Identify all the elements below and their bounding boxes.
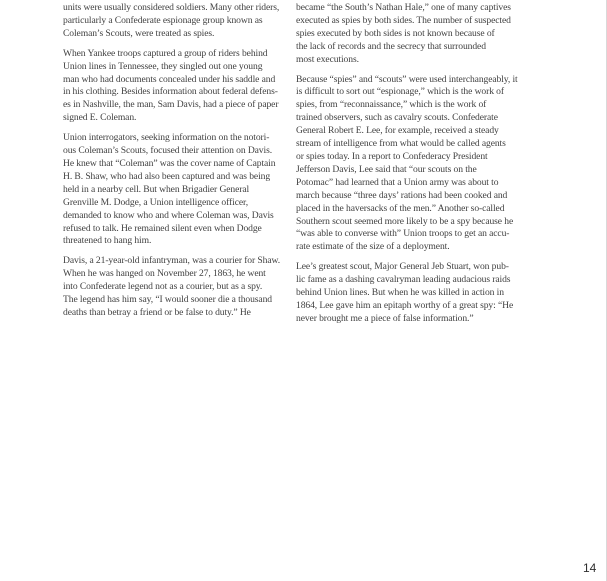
text-line: General Robert E. Lee, for example, received a steady [296,125,499,137]
text-line: Davis, a 21-year-old infantryman, was a courier for Shaw. [63,255,280,267]
text-line: spies executed by both sides is not known because of [296,27,495,39]
paragraph [296,261,536,326]
text-line: most executions. [296,53,359,65]
paragraph [296,2,536,67]
text-line: is difficult to sort out “espionage,” which is the work of [296,86,504,98]
paragraph [63,48,293,125]
text-line: stream of intelligence from what would be called agents [296,138,506,150]
text-line: threatened to hang him. [63,235,152,247]
text-line: held in a nearby cell. But when Brigadier General [63,183,250,195]
text-line: rate estimate of the size of a deployment. [296,241,450,253]
text-line: 1864, Lee gave him an epitaph worthy of a great spy: “He [296,299,514,311]
text-line: lic fame as a dashing cavalryman leading audacious raids [296,274,511,286]
text-line: deaths than betray a friend or be false to duty.” He [63,306,251,318]
text-line: behind Union lines. But when he was killed in action in [296,287,504,299]
text-line: became “the South’s Nathan Hale,” one of many captives [296,2,511,13]
text-line: spies, from “reconnaissance,” which is the work of [296,99,487,111]
text-line: placed in the haversacks of the men.” Another so-called [296,202,505,214]
text-line: H. B. Shaw, who had also been captured and was being [63,170,271,182]
text-line: The legend has him say, “I would sooner die a thousand [63,294,272,306]
text-line: Union interrogators, seeking information on the notori- [63,132,270,144]
text-line: Potomac” had learned that a Union army was about to [296,176,499,188]
text-line: es in Nashville, the man, Sam Davis, had a piece of paper [63,99,279,111]
text-line: units were usually considered soldiers. Many other riders, [63,2,280,13]
text-line: Grenville M. Dodge, a Union intelligence officer, [63,196,249,208]
text-line: Because “spies” and “scouts” were used interchangeably, it [296,73,518,85]
text-line: march because “three days’ rations had been cooked and [296,189,508,201]
text-line: When Yankee troops captured a group of riders behind [63,47,268,59]
text-line: demanded to know who and where Coleman was, Davis [63,209,274,221]
page-number: 14 [583,561,597,575]
text-line: the lack of records and the secrecy that surrounded [296,40,486,52]
text-line: Coleman’s Scouts, were treated as spies. [63,27,215,39]
text-line: Southern scout seemed more likely to be a spy because he [296,215,514,227]
text-line: or spies today. In a report to Confederacy President [296,150,488,162]
text-column-right [296,2,536,333]
text-line: When he was hanged on November 27, 1863, he went [63,268,266,280]
paragraph [63,255,293,320]
text-line: executed as spies by both sides. The number of suspected [296,14,511,26]
text-line: Lee’s greatest scout, Major General Jeb Stuart, won pub- [296,261,509,273]
text-line: ous Coleman’s Scouts, focused their attention on Davis. [63,145,272,157]
text-line: Jefferson Davis, Lee said that “our scouts on the [296,163,477,175]
text-line: man who had documents concealed under his saddle and [63,73,276,85]
text-line: into Confederate legend not as a courier, but as a spy. [63,281,263,293]
text-line: “was able to converse with” Union troops to get an accu- [296,228,510,240]
text-line: in his clothing. Besides information about federal defens- [63,86,278,98]
text-line: particularly a Confederate espionage group known as [63,14,263,26]
text-line: Union lines in Tennessee, they singled out one young [63,60,263,72]
paragraph [296,74,536,255]
paragraph [63,132,293,248]
text-line: never brought me a piece of false information.” [296,312,474,324]
text-line: signed E. Coleman. [63,112,137,124]
text-line: trained observers, such as cavalry scouts. Confederate [296,112,498,124]
text-column-left [63,2,293,327]
paragraph [63,2,293,41]
text-line: He knew that “Coleman” was the cover name of Captain [63,157,276,169]
text-line: refused to talk. He remained silent even when Dodge [63,222,262,234]
